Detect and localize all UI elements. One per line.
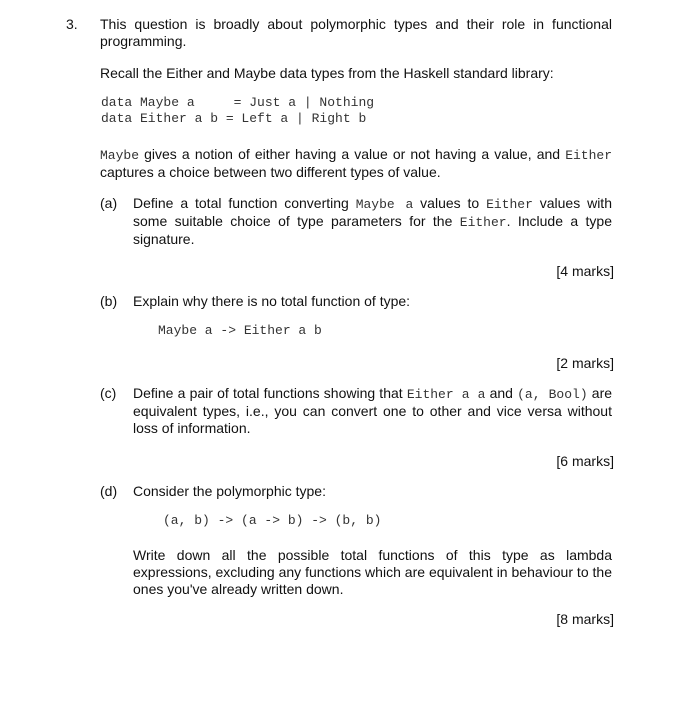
explain-text-2: captures a choice between two different types of value. <box>100 164 441 180</box>
inline-code-maybe: Maybe <box>100 148 140 163</box>
question-number: 3. <box>66 16 78 32</box>
part-a-text-1: Define a total function converting <box>133 195 356 211</box>
part-a-label: (a) <box>100 195 118 211</box>
part-a-text <box>133 195 612 248</box>
inline-code-either: Either <box>486 197 533 212</box>
part-a-text-4: . Include a type signature. <box>133 213 613 247</box>
recall-text: Recall the Either and Maybe data types from the Haskell standard library: <box>100 65 554 81</box>
part-c-label: (c) <box>100 385 117 401</box>
part-c-text <box>133 385 612 437</box>
part-b-marks: [2 marks] <box>556 355 614 371</box>
part-b-text: Explain why there is no total function of type: <box>133 293 411 309</box>
inline-code-maybe-a: Maybe a <box>355 197 414 212</box>
part-a-text-3: values with some suitable choice of type parameters for the <box>133 195 612 229</box>
part-c-text-1: Define a pair of total functions showing that <box>133 385 407 401</box>
code-line-maybe: data Maybe a = Just a | Nothing <box>101 95 375 110</box>
part-b-code: Maybe a -> Either a b <box>158 323 322 338</box>
inline-code-either-a-a: Either a a <box>406 387 486 402</box>
part-d-text-2: Write down all the possible total functions of this type as lambda expressions, excluding any functions which are equivalent in behaviour to the ones you've already written down. <box>133 547 612 597</box>
data-declarations <box>101 95 374 127</box>
part-c-text-3: are equivalent types, i.e., you can convert one to other and vice versa without loss of information. <box>133 385 613 436</box>
explain-text-1: gives a notion of either having a value or not having a value, and <box>139 146 566 162</box>
part-b-label: (b) <box>100 293 118 309</box>
part-a-text-2: values to <box>413 195 487 211</box>
inline-code-either: Either <box>565 148 612 163</box>
part-d-text: Consider the polymorphic type: <box>133 483 326 499</box>
part-c-text-2: and <box>485 385 518 401</box>
code-line-either: data Either a b = Left a | Right b <box>101 111 367 126</box>
part-d-code: (a, b) -> (a -> b) -> (b, b) <box>163 513 382 528</box>
inline-code-either: Either <box>459 215 507 230</box>
part-d-label: (d) <box>100 483 118 499</box>
part-d-marks: [8 marks] <box>556 611 614 627</box>
part-c-marks: [6 marks] <box>556 453 614 469</box>
part-a-marks: [4 marks] <box>556 263 614 279</box>
maybe-either-explanation <box>100 146 612 181</box>
question-intro: This question is broadly about polymorphic types and their role in functional programming. <box>100 16 612 49</box>
inline-code-a-bool: (a, Bool) <box>517 387 588 402</box>
